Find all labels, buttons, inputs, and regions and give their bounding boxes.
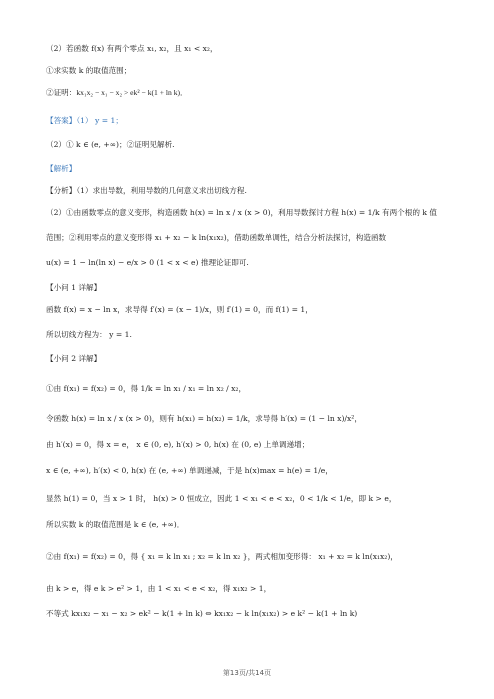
sub2-step-9: 不等式 kx₁x₂ − x₁ − x₂ > ek² − k(1 + ln k) ⇔ kx₁x₂ − k ln(x₁x₂) > e k² − k(1 + ln k) — [46, 609, 358, 618]
analysis-summary-4: u(x) = 1 − ln(ln x) − e/x > 0 (1 < x < e) 推理论证即可. — [46, 258, 249, 267]
sub1-derivative: 函数 f(x) = x − ln x，求导得 f′(x) = (x − 1)/x，则 f′(1) = 0，而 f(1) = 1， — [46, 305, 313, 314]
sub2-step-6: 所以实数 k 的取值范围是 k ∈ (e, +∞)． — [46, 520, 185, 529]
sub1-tangent: 所以切线方程为： y = 1. — [46, 330, 132, 339]
analysis-heading: 【解析】 — [46, 164, 77, 173]
sub2-step-4: x ∈ (e, +∞), h′(x) < 0, h(x) 在 (e, +∞) 单调递减，于是 h(x)max = h(e) = 1/e， — [46, 466, 333, 475]
sub-question-1-heading: 【小问 1 详解】 — [46, 283, 102, 292]
sub2-step-7: ②由 f(x₁) = f(x₂) = 0，得 { x₁ = k ln x₁ ; x₂ = k ln x₂ }，两式相加变形得： x₁ + x₂ = k ln(x₁x₂)， — [46, 552, 398, 561]
sub2-step-1: ①由 f(x₁) = f(x₂) = 0，得 1/k = ln x₁ / x₁ = ln x₂ / x₂， — [46, 384, 247, 393]
answer-part2: （2）① k ∈ (e, +∞)；②证明见解析. — [46, 140, 175, 149]
question-sub1: ①求实数 k 的取值范围； — [46, 66, 132, 75]
sub2-step-5: 显然 h(1) = 0，当 x > 1 时， h(x) > 0 恒成立，因此 1 < x₁ < e < x₂，0 < 1/k < 1/e，即 k > e， — [46, 494, 397, 503]
question-sub2: ②证明：kx₁x₂ − x₁ − x₂ > ek² − k(1 + ln k)． — [46, 88, 188, 97]
sub-question-2-heading: 【小问 2 详解】 — [46, 354, 102, 363]
answer-heading: 【答案】（1） y = 1； — [46, 116, 123, 125]
sub2-step-2: 令函数 h(x) = ln x / x (x > 0)，则有 h(x₁) = h(x₂) = 1/k，求导得 h′(x) = (1 − ln x)/x²， — [46, 414, 362, 423]
sub2-step-8: 由 k > e，得 e k > e² > 1，由 1 < x₁ < e < x₂，得 x₁x₂ > 1， — [46, 584, 272, 593]
analysis-summary-2: （2）①由函数零点的意义变形，构造函数 h(x) = ln x / x (x > 0)，利用导数探讨方程 h(x) = 1/k 有两个根的 k 值 — [46, 208, 437, 217]
sub2-step-3: 由 h′(x) = 0，得 x = e， x ∈ (0, e), h′(x) > 0, h(x) 在 (0, e) 上单调递增； — [46, 440, 310, 449]
analysis-summary-3: 范围；②利用零点的意义变形得 x₁ + x₂ − k ln(x₁x₂)，借助函数单调性，结合分析法探讨，构造函数 — [46, 233, 387, 242]
page-footer: 第13页/共14页 — [222, 669, 272, 677]
question-part2: （2）若函数 f(x) 有两个零点 x₁, x₂，且 x₁ < x₂， — [46, 44, 218, 53]
analysis-summary-1: 【分析】（1）求出导数，利用导数的几何意义求出切线方程. — [46, 186, 247, 195]
